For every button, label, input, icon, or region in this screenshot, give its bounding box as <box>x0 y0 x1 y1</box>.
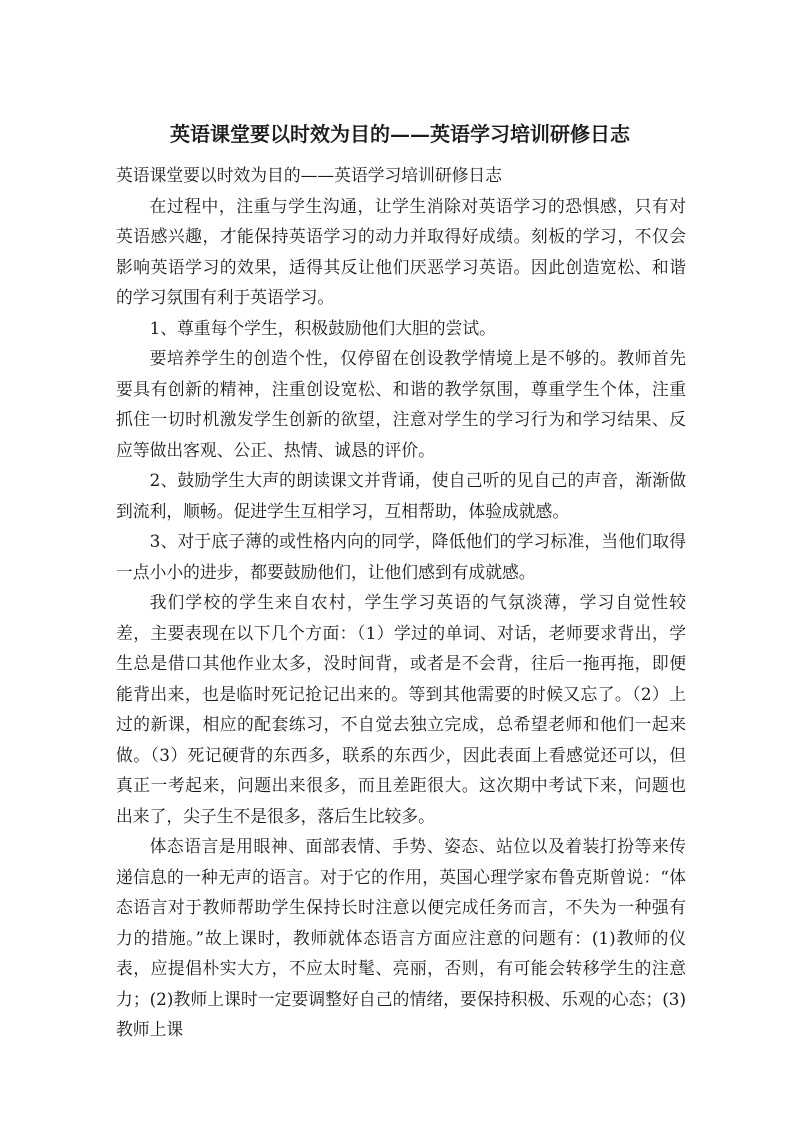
paragraph-creativity: 要培养学生的创造个性，仅停留在创设教学情境上是不够的。教师首先要具有创新的精神，注重创设宽松、和谐的教学氛围，尊重学生个体，注重抓住一切时机激发学生创新的欲望，注意对学生的学习行为和学习结果、反应等做出客观、公正、热情、诚恳的评价。 <box>116 348 686 460</box>
paragraph-point-3: 3、对于底子薄的或性格内向的同学，降低他们的学习标准，当他们取得一点小小的进步，都要鼓励他们，让他们感到有成就感。 <box>116 531 686 582</box>
paragraph-students: 我们学校的学生来自农村，学生学习英语的气氛淡薄，学习自觉性较差，主要表现在以下几个方面：（1）学过的单词、对话，老师要求背出，学生总是借口其他作业太多，没时间背，或者是不会背，往后一拖再拖，即便能背出来，也是临时死记抢记出来的。等到其他需要的时候又忘了。（2）上过的新课，相应的配套练习，不自觉去独立完成，总希望老师和他们一起来做。（3）死记硬背的东西多，联系的东西少，因此表面上看感觉还可以，但真正一考起来，问题出来很多，而且差距很大。这次期中考试下来，问题也出来了，尖子生不是很多，落后生比较多。 <box>116 592 686 826</box>
paragraph-body-language: 体态语言是用眼神、面部表情、手势、姿态、站位以及着装打扮等来传递信息的一种无声的语言。对于它的作用，英国心理学家布鲁克斯曾说：“体态语言对于教师帮助学生保持长时注意以便完成任务而言，不失为一种强有力的措施。”故上课时，教师就体态语言方面应注意的问题有：(1)教师的仪表，应提倡朴实大方，不应太时髦、亮丽，否则，有可能会转移学生的注意力；(2)教师上课时一定要调整好自己的情绪，要保持积极、乐观的心态；(3)教师上课 <box>116 836 686 1039</box>
paragraph-intro: 在过程中，注重与学生沟通，让学生消除对英语学习的恐惧感，只有对英语感兴趣，才能保持英语学习的动力并取得好成绩。刻板的学习，不仅会影响英语学习的效果，适得其反让他们厌恶学习英语。因此创造宽松、和谐的学习氛围有利于英语学习。 <box>116 195 686 307</box>
document-title: 英语课堂要以时效为目的——英语学习培训研修日志 <box>170 122 630 146</box>
document-subtitle: 英语课堂要以时效为目的——英语学习培训研修日志 <box>116 165 502 185</box>
paragraph-point-1: 1、尊重每个学生，积极鼓励他们大胆的尝试。 <box>149 317 496 338</box>
paragraph-point-2: 2、鼓励学生大声的朗读课文并背诵，使自己听的见自己的声音，渐渐做到流利，顺畅。促进学生互相学习，互相帮助，体验成就感。 <box>116 470 686 521</box>
document-body <box>116 160 686 1045</box>
